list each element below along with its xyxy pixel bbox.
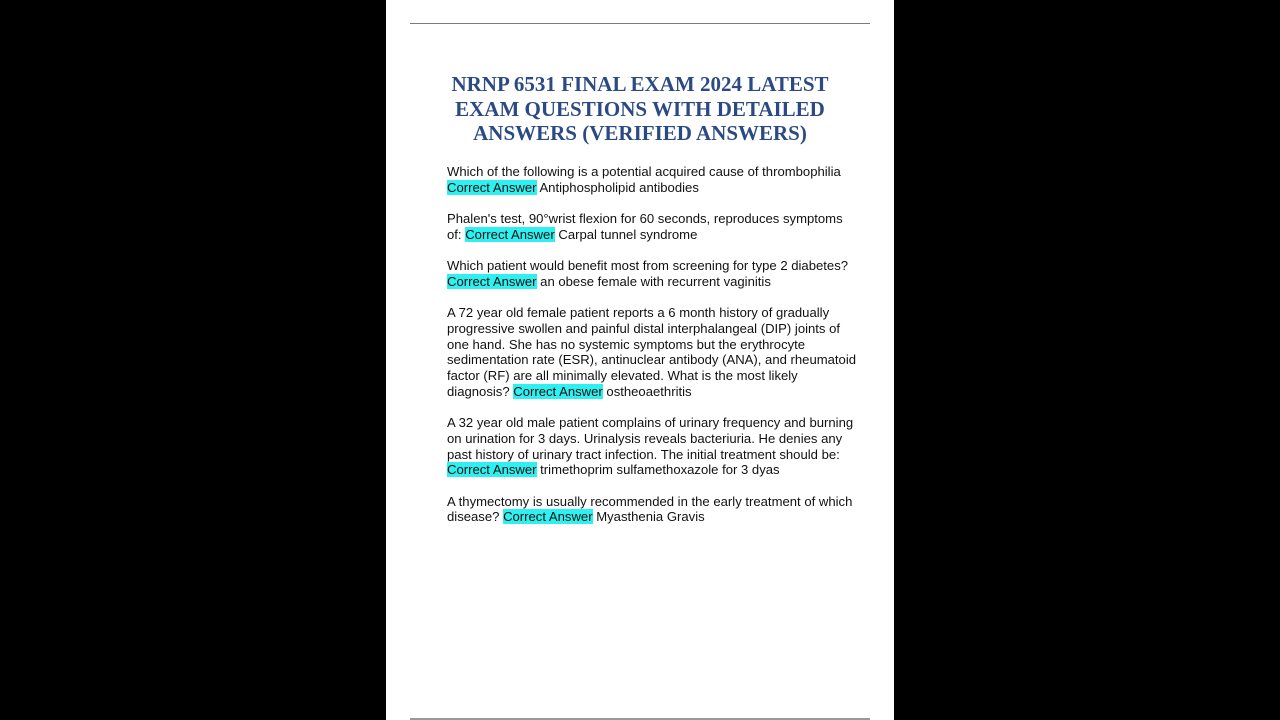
correct-answer-label: Correct Answer	[465, 226, 555, 242]
qa-item	[447, 415, 857, 478]
question-text: Phalen's test, 90°wrist flexion for 60 seconds, reproduces symptoms of:	[447, 211, 843, 242]
answer-text: Carpal tunnel syndrome	[558, 226, 698, 242]
correct-answer-label: Correct Answer	[447, 273, 537, 289]
correct-answer-label: Correct Answer	[503, 509, 593, 525]
answer-text: an obese female with recurrent vaginitis	[540, 273, 771, 289]
qa-item	[447, 258, 857, 289]
document-page	[386, 0, 894, 720]
answer-text: trimethoprim sulfamethoxazole for 3 dyas	[540, 462, 780, 478]
question-text: A 72 year old female patient reports a 6 month history of gradually progressive swollen and painful distal interphalangeal (DIP) joints of one hand. She has no systemic symptoms but the erythrocyte sedimentation rate (ESR), antinuclear antibody (ANA), and rheumatoid factor (RF) are all minimally elevated. What is the most likely diagnosis?	[447, 305, 857, 399]
answer-text: Myasthenia Gravis	[596, 509, 705, 525]
correct-answer-label: Correct Answer	[447, 179, 537, 195]
question-text: A 32 year old male patient complains of urinary frequency and burning on urination for 3 days. Urinalysis reveals bacteriuria. He denies any past history of urinary tract infection. The initial treatment should be:	[447, 415, 854, 462]
document-title: NRNP 6531 FINAL EXAM 2024 LATEST EXAM QUESTIONS WITH DETAILED ANSWERS (VERIFIED ANSWERS)	[451, 72, 829, 145]
answer-text: ostheoaethritis	[606, 383, 692, 399]
qa-item	[447, 211, 857, 242]
qa-item	[447, 494, 857, 525]
qa-list	[447, 164, 857, 541]
question-text: A thymectomy is usually recommended in the early treatment of which disease?	[447, 493, 853, 525]
qa-item	[447, 305, 857, 399]
answer-text: Antiphospholipid antibodies	[539, 179, 699, 195]
question-text: Which patient would benefit most from screening for type 2 diabetes?	[447, 258, 849, 274]
correct-answer-label: Correct Answer	[447, 462, 537, 478]
qa-item	[447, 164, 857, 195]
header-rule	[410, 23, 870, 24]
question-text: Which of the following is a potential acquired cause of thrombophilia	[447, 164, 841, 179]
correct-answer-label: Correct Answer	[513, 383, 603, 399]
